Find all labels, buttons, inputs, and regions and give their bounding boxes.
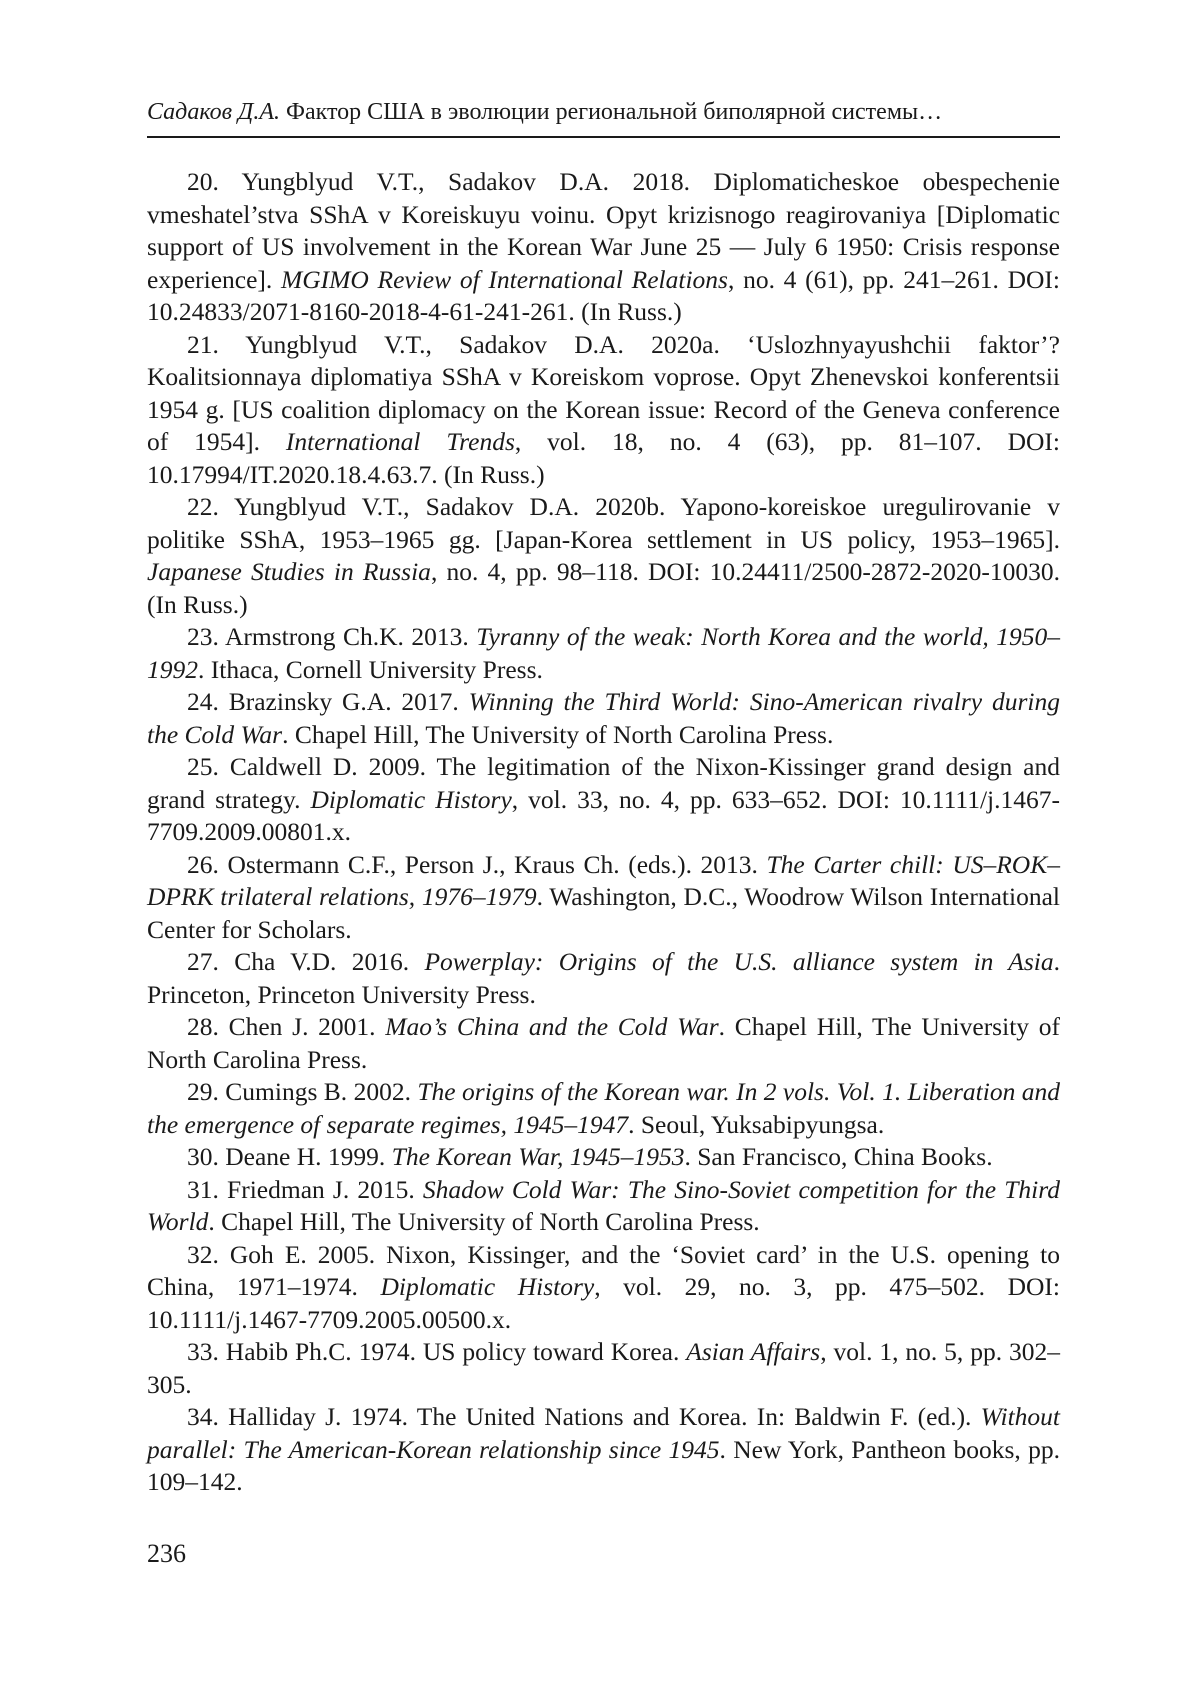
reference-details: . New York, Pantheon books, pp. 109–142. bbox=[147, 1434, 1060, 1496]
reference-source-title: The Carter chill: US–ROK–DPRK trilateral relations, 1976–1979 bbox=[147, 849, 1060, 911]
reference-text: 21. Yungblyud V.T., Sadakov D.A. 2020a. ‘Uslozhnyayushchii faktor’? Koalitsionnaya diplomatiya SShA v Koreiskom voprose. Opyt Zhenevskoi konferentsii 1954 g. [US coalition diplomacy on the Korean issue: Record of the Geneva conference of 1954]. bbox=[147, 329, 1060, 456]
reference-source-title: Diplomatic History bbox=[380, 1272, 595, 1301]
reference-text: 26. Ostermann C.F., Person J., Kraus Ch. (eds.). 2013. bbox=[187, 849, 767, 879]
reference-item bbox=[147, 1076, 1060, 1141]
reference-text: 31. Friedman J. 2015. bbox=[187, 1174, 423, 1204]
reference-item bbox=[147, 946, 1060, 1011]
reference-item bbox=[147, 166, 1060, 329]
reference-text: 33. Habib Ph.C. 1974. US policy toward Korea. bbox=[187, 1337, 687, 1366]
reference-text: 32. Goh E. 2005. Nixon, Kissinger, and the ‘Soviet card’ in the U.S. opening to China, 1971–1974. bbox=[147, 1239, 1060, 1301]
reference-details: . Chapel Hill, The University of North Carolina Press. bbox=[147, 1012, 1060, 1074]
reference-item bbox=[147, 621, 1060, 686]
reference-details: , vol. 18, no. 4 (63), pp. 81–107. DOI: 10.17994/IT.2020.18.4.63.7. (In Russ.) bbox=[147, 427, 1060, 489]
reference-source-title: Diplomatic History bbox=[310, 784, 512, 814]
reference-source-title: The Korean War, 1945–1953 bbox=[391, 1142, 685, 1171]
reference-item bbox=[147, 1336, 1060, 1401]
reference-details: . Chapel Hill, The University of North Carolina Press. bbox=[282, 719, 834, 749]
reference-item bbox=[147, 1174, 1060, 1239]
reference-text: 22. Yungblyud V.T., Sadakov D.A. 2020b. Yapono-koreiskoe uregulirovanie v politike SShA, 1953–1965 gg. [Japan-Korea settlement in US policy, 1953–1965]. bbox=[147, 492, 1060, 554]
reference-item bbox=[147, 751, 1060, 849]
reference-text: 24. Brazinsky G.A. 2017. bbox=[187, 687, 469, 716]
reference-details: . Chapel Hill, The University of North Carolina Press. bbox=[208, 1207, 760, 1236]
reference-source-title: Powerplay: Origins of the U.S. alliance system in Asia bbox=[424, 947, 1054, 976]
reference-source-title: Without parallel: The American-Korean relationship since 1945 bbox=[147, 1402, 1060, 1464]
page-number: 236 bbox=[147, 1539, 186, 1568]
reference-source-title: International Trends bbox=[285, 427, 515, 456]
reference-source-title: Shadow Cold War: The Sino-Soviet competition for the Third World bbox=[147, 1174, 1060, 1236]
reference-source-title: Asian Affairs bbox=[686, 1337, 821, 1366]
reference-item bbox=[147, 491, 1060, 621]
reference-details: . Seoul, Yuksabipyungsa. bbox=[628, 1109, 885, 1139]
reference-details: . Princeton, Princeton University Press. bbox=[147, 947, 1060, 1009]
running-header bbox=[147, 96, 1060, 138]
reference-text: 34. Halliday J. 1974. The United Nations and Korea. In: Baldwin F. (ed.). bbox=[187, 1402, 981, 1431]
header-author: Садаков Д.А. bbox=[147, 99, 280, 125]
reference-list bbox=[147, 166, 1060, 1499]
reference-item bbox=[147, 686, 1060, 751]
reference-item bbox=[147, 329, 1060, 492]
reference-item bbox=[147, 1011, 1060, 1076]
reference-details: , vol. 1, no. 5, pp. 302–305. bbox=[147, 1337, 1060, 1399]
reference-details: , vol. 33, no. 4, pp. 633–652. DOI: 10.1111/j.1467-7709.2009.00801.x. bbox=[147, 784, 1060, 846]
reference-text: 23. Armstrong Ch.K. 2013. bbox=[187, 622, 477, 651]
reference-item bbox=[147, 849, 1060, 947]
reference-text: 28. Chen J. 2001. bbox=[187, 1012, 386, 1041]
reference-details: . Washington, D.C., Woodrow Wilson International Center for Scholars. bbox=[147, 882, 1060, 944]
header-title: Фактор США в эволюции региональной биполярной системы… bbox=[285, 99, 943, 125]
reference-text: 30. Deane H. 1999. bbox=[187, 1142, 392, 1171]
reference-source-title: Mao’s China and the Cold War bbox=[385, 1012, 719, 1041]
reference-source-title: Winning the Third World: Sino-American rivalry during the Cold War bbox=[147, 687, 1060, 749]
reference-source-title: The origins of the Korean war. In 2 vols. Vol. 1. Liberation and the emergence of separate regimes, 1945–1947 bbox=[147, 1077, 1060, 1139]
reference-text: 27. Cha V.D. 2016. bbox=[187, 947, 425, 976]
reference-item bbox=[147, 1141, 1060, 1174]
reference-text: 29. Cumings B. 2002. bbox=[187, 1077, 418, 1106]
reference-details: . San Francisco, China Books. bbox=[684, 1142, 993, 1171]
reference-source-title: Tyranny of the weak: North Korea and the world, 1950–1992 bbox=[147, 622, 1060, 684]
reference-details: , vol. 29, no. 3, pp. 475–502. DOI: 10.1111/j.1467-7709.2005.00500.x. bbox=[147, 1272, 1060, 1334]
reference-text: 20. Yungblyud V.T., Sadakov D.A. 2018. Diplomaticheskoe obespechenie vmeshatel’stva SShA v Koreiskuyu voinu. Opyt krizisnogo reagirovaniya [Diplomatic support of US involvement in the Korean War June 25 — July 6 1950: Crisis response experience]. bbox=[147, 167, 1060, 294]
reference-item bbox=[147, 1239, 1060, 1337]
reference-item bbox=[147, 1401, 1060, 1499]
reference-text: 25. Caldwell D. 2009. The legitimation of the Nixon-Kissinger grand design and grand strategy. bbox=[147, 752, 1060, 814]
reference-source-title: MGIMO Review of International Relations bbox=[281, 264, 728, 294]
reference-details: , no. 4, pp. 98–118. DOI: 10.24411/2500-2872-2020-10030. (In Russ.) bbox=[147, 557, 1060, 619]
reference-details: . Ithaca, Cornell University Press. bbox=[198, 654, 543, 684]
reference-details: , no. 4 (61), pp. 241–261. DOI: 10.24833/2071-8160-2018-4-61-241-261. (In Russ.) bbox=[147, 264, 1060, 326]
reference-source-title: Japanese Studies in Russia bbox=[147, 557, 431, 586]
page bbox=[147, 96, 1060, 1499]
